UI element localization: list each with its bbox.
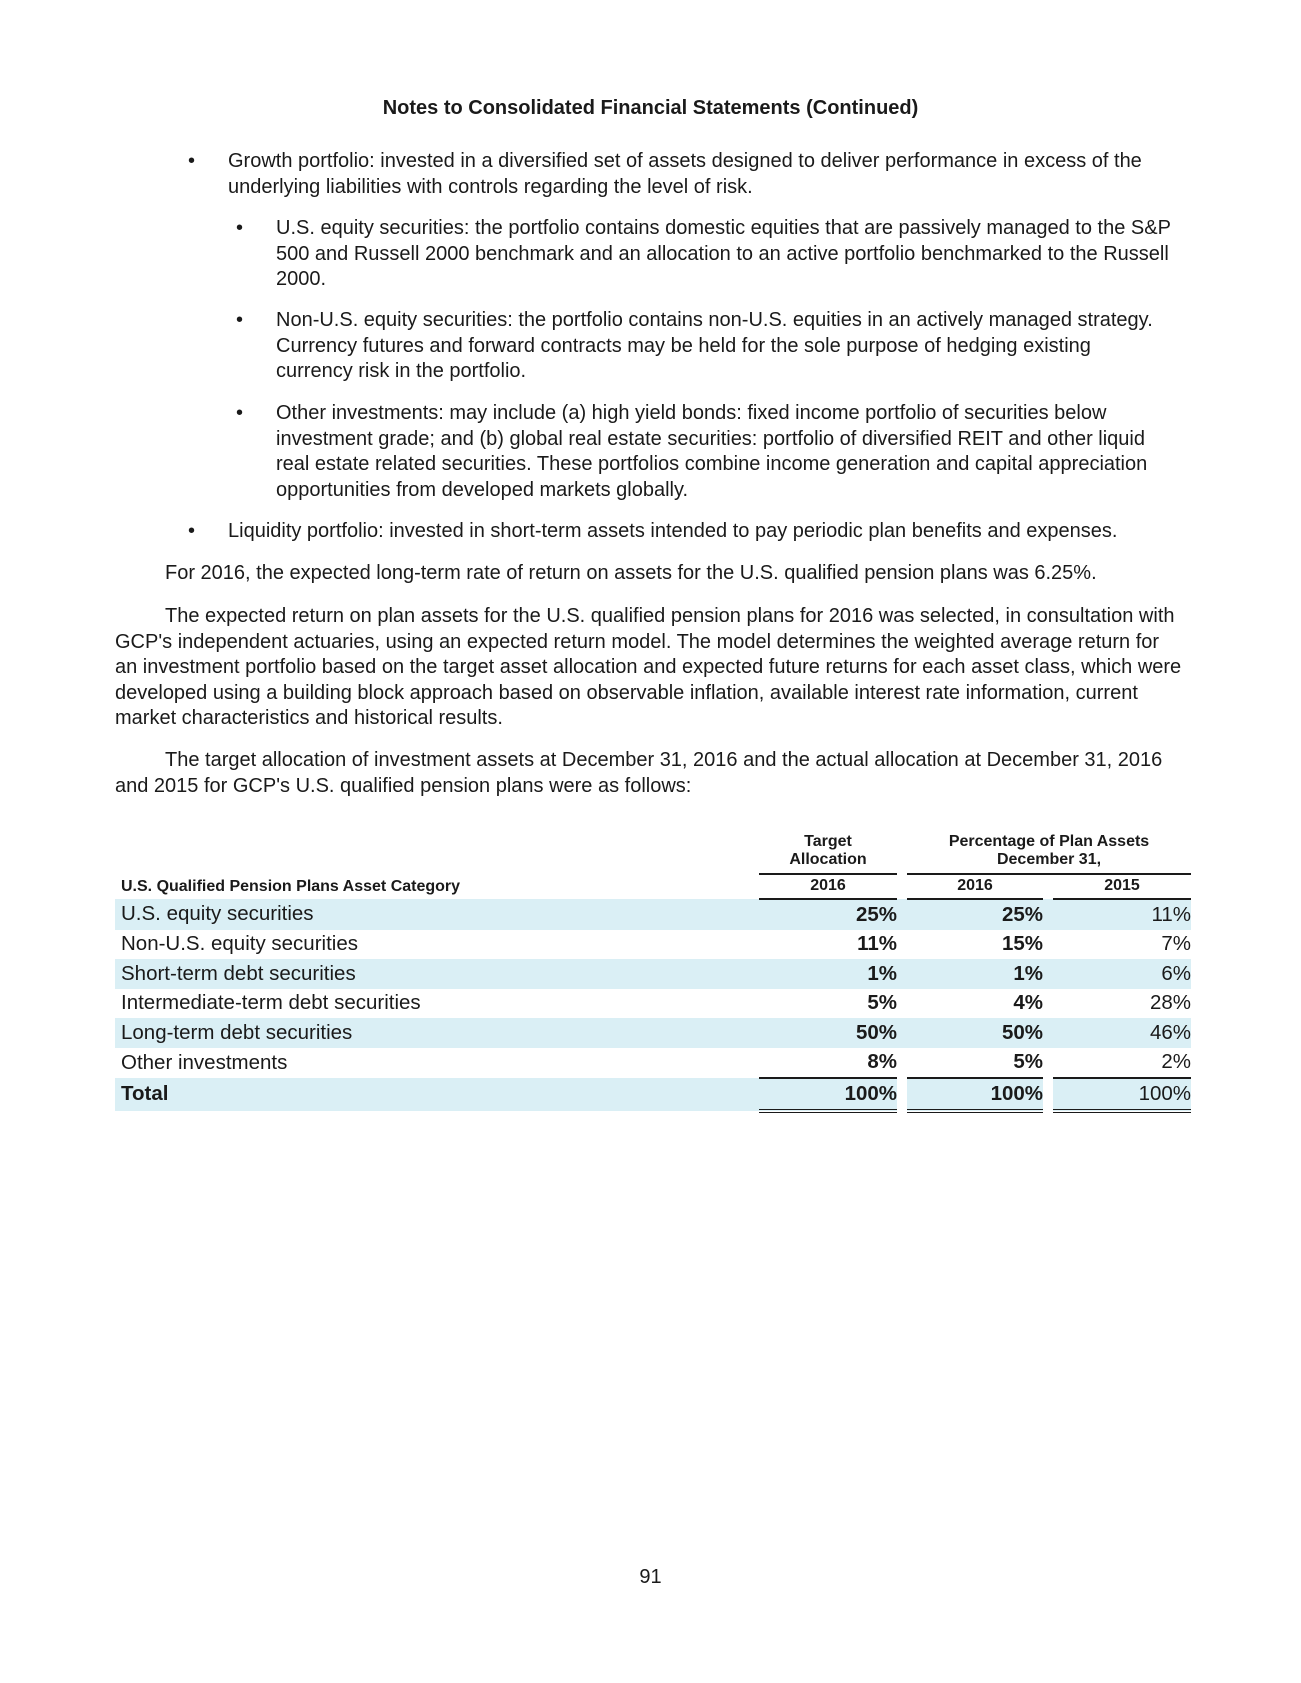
paragraph-expected-rate <box>115 561 1185 587</box>
table-row <box>115 989 1191 1019</box>
bullet-text: Liquidity portfolio: invested in short-term assets intended to pay periodic plan benefits and expenses. <box>228 520 1118 542</box>
bullet-us-equity <box>236 216 1176 293</box>
paragraph-text: For 2016, the expected long-term rate of return on assets for the U.S. qualified pension plans was 6.25%. <box>165 562 1097 584</box>
allocation-table <box>115 833 1191 1113</box>
total-actual-2016-value: 100% <box>907 1078 1043 1111</box>
target-value: 8% <box>867 1050 897 1074</box>
bullet-text: U.S. equity securities: the portfolio contains domestic equities that are passively managed to the S&P 500 and Russell 2000 benchmark and an allocation to an active portfolio benchmarked to the Russell 2000. <box>276 217 1171 290</box>
bullet-non-us-equity <box>236 308 1156 385</box>
target-allocation-header <box>759 833 897 874</box>
paragraph-text: The expected return on plan assets for the U.S. qualified pension plans for 2016 was selected, in consultation with GCP's independent actuaries, using an expected return model. The model determines the weighted average return for an investment portfolio based on the target asset allocation and expected future returns for each asset class, which were developed using a building block approach based on observable inflation, available interest rate information, current market characteristics and historical results. <box>115 605 1182 729</box>
bullet-icon: • <box>236 309 244 331</box>
actual-2016-value: 4% <box>1013 991 1043 1015</box>
page-title: Notes to Consolidated Financial Statements (Continued) <box>382 97 919 119</box>
actual-2016-header: 2016 <box>907 874 1043 899</box>
total-target-value: 100% <box>759 1078 897 1111</box>
actual-2015-header: 2015 <box>1053 874 1191 899</box>
bullet-text: Growth portfolio: invested in a diversified set of assets designed to deliver performance in excess of the underlying liabilities with controls regarding the level of risk. <box>228 150 1142 198</box>
bullet-liquidity <box>188 519 1188 545</box>
bullet-text: Other investments: may include (a) high yield bonds: fixed income portfolio of securities below investment grade; and (b) global real estate securities: portfolio of diversified REIT and other liquid real estate related securities. These portfolios combine income generation and capital appreciation opportunities from developed markets globally. <box>276 402 1148 501</box>
actual-2016-value: 15% <box>1001 932 1043 956</box>
bullet-icon: • <box>188 150 196 172</box>
row-label: Short-term debt securities <box>115 959 759 989</box>
row-label: Non-U.S. equity securities <box>121 932 358 956</box>
target-value: 11% <box>857 932 897 956</box>
header-line: December 31, <box>996 851 1102 868</box>
table-year-header-row <box>115 874 1191 899</box>
target-value: 1% <box>759 959 897 989</box>
category-column-header: U.S. Qualified Pension Plans Asset Category <box>121 878 461 895</box>
paragraph-expected-return <box>115 604 1185 732</box>
target-value: 50% <box>759 1018 897 1048</box>
target-value: 25% <box>759 899 897 930</box>
total-label: Total <box>115 1078 759 1111</box>
target-value: 5% <box>867 991 897 1015</box>
bullet-text: Non-U.S. equity securities: the portfolio contains non-U.S. equities in an actively managed strategy. Currency futures and forward contracts may be held for the sole purpose of hedging existing currency risk in the portfolio. <box>276 309 1153 382</box>
table-row <box>115 1018 1191 1048</box>
bullet-other-investments <box>236 401 1166 503</box>
actual-2016-value: 1% <box>907 959 1043 989</box>
bullet-growth <box>188 149 1168 200</box>
paragraph-text: The target allocation of investment assets at December 31, 2016 and the actual allocation at December 31, 2016 and 2015 for GCP's U.S. qualified pension plans were as follows: <box>115 749 1163 797</box>
actual-2015-value: 2% <box>1161 1050 1191 1074</box>
header-line: Allocation <box>789 851 867 868</box>
header-line: Percentage of Plan Assets <box>948 833 1150 850</box>
table-row <box>115 1048 1191 1079</box>
actual-2015-value: 28% <box>1149 991 1191 1015</box>
total-actual-2015-value: 100% <box>1053 1078 1191 1111</box>
bullet-icon: • <box>188 520 196 542</box>
row-label: Long-term debt securities <box>115 1018 759 1048</box>
row-label: Other investments <box>121 1050 288 1074</box>
bullet-icon: • <box>236 217 244 239</box>
target-year-header: 2016 <box>759 874 897 899</box>
row-label: Intermediate-term debt securities <box>121 991 421 1015</box>
actual-2016-value: 5% <box>1013 1050 1043 1074</box>
actual-2016-value: 50% <box>907 1018 1043 1048</box>
table-group-header-row <box>115 833 1191 874</box>
actual-2015-value: 7% <box>1161 932 1191 956</box>
paragraph-target-allocation <box>115 748 1185 799</box>
row-label: U.S. equity securities <box>115 899 759 930</box>
header-line: Target <box>804 833 852 850</box>
actual-2015-value: 46% <box>1053 1018 1191 1048</box>
actual-2015-value: 11% <box>1053 899 1191 930</box>
actual-2016-value: 25% <box>907 899 1043 930</box>
bullet-icon: • <box>236 402 244 424</box>
page-number: 91 <box>639 1566 662 1588</box>
table-total-row <box>115 1078 1191 1111</box>
actual-2015-value: 6% <box>1053 959 1191 989</box>
table-row <box>115 899 1191 930</box>
table-row <box>115 959 1191 989</box>
table-row <box>115 930 1191 960</box>
percentage-plan-assets-header <box>907 833 1191 874</box>
